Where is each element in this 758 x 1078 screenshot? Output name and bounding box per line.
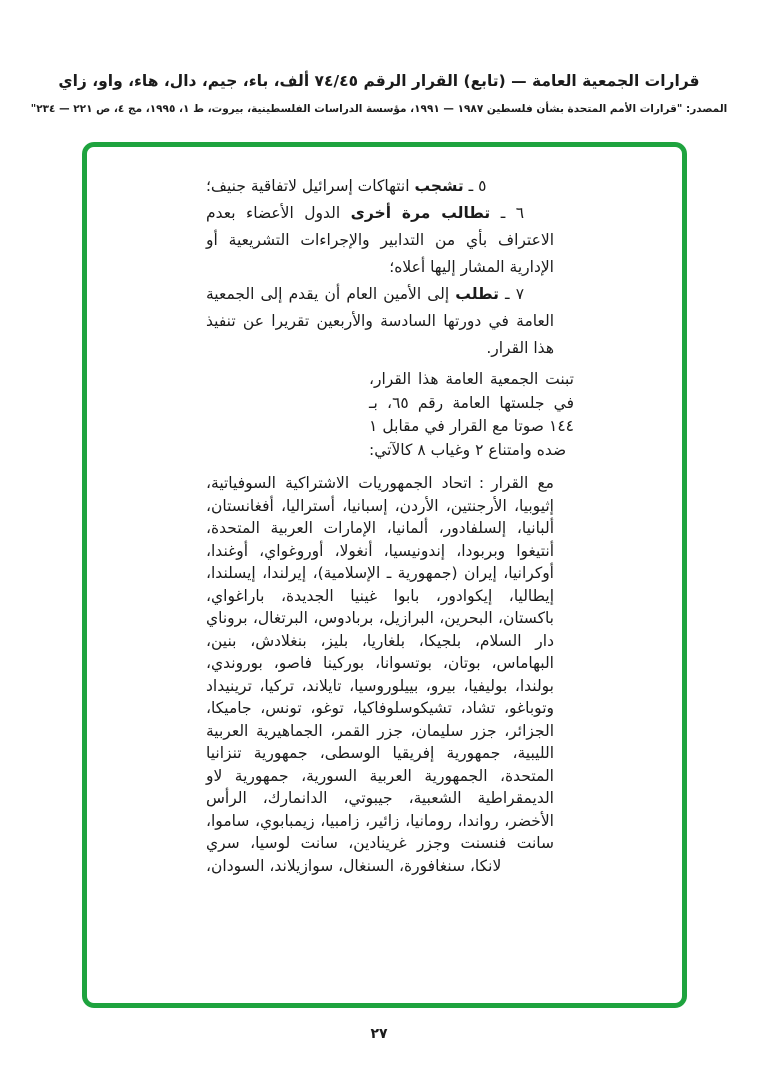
clause-5 [206, 173, 554, 200]
clause-6-verb: تطالب مرة أخرى [350, 204, 491, 222]
clause-7-text: إلى الأمين العام أن يقدم إلى الجمعية العامة في دورتها السادسة والأربعين تقريرا عن تنفيذ هذا القرار. [206, 285, 554, 357]
vote-countries: اتحاد الجمهوريات الاشتراكية السوفياتية، إثيوبيا، الأرجنتين، الأردن، إسبانيا، أستراليا، أفغانستان، ألبانيا، إلسلفادور، ألمانيا، الإمارات العربية المتحدة، أنتيغوا وبربودا، إندونيسيا، أنغولا، أوروغواي، أوغندا، أوكرانيا، إيران (جمهورية ـ الإسلامية)، إيرلندا، إيسلندا، إيطاليا، إيكوادور، بابوا غينيا الجديدة، باراغواي، باكستان، البحرين، البرازيل، بربادوس، البرتغال، بروناي دار السلام، بلجيكا، بلغاريا، بليز، بنغلادش، بنين، البهاماس، بوتان، بوتسوانا، بوركينا فاصو، بوروندي، بولندا، بوليفيا، بيرو، بييلوروسيا، تايلاند، تركيا، ترينيداد وتوباغو، تشاد، تشيكوسلوفاكيا، توغو، تونس، جاميكا، الجزائر، جزر سليمان، جزر القمر، الجماهيرية العربية الليبية، جمهورية إفريقيا الوسطى، جمهورية تنزانيا المتحدة، الجمهورية العربية السورية، جمهورية لاو الديمقراطية الشعبية، جيبوتي، الدانمارك، الرأس الأخضر، رواندا، رومانيا، زائير، زامبيا، زيمبابوي، ساموا، سانت فنسنت وجزر غرينادين، سانت لوسيا، سري لانكا، سنغافورة، السنغال، سوازيلاند، السودان، [206, 474, 554, 875]
content-frame [82, 142, 687, 1008]
clause-5-verb: تشجب [414, 177, 464, 195]
vote-in-favour [206, 472, 554, 877]
clause-6-text: الدول الأعضاء بعدم الاعتراف بأي من التدابير والإجراءات التشريعية أو الإدارية المشار إليها أعلاه؛ [206, 204, 554, 276]
vote-separator: : [478, 474, 485, 492]
resolution-text [206, 173, 574, 877]
vote-label: مع القرار [491, 474, 554, 492]
clause-5-number: ٥ ـ [468, 177, 487, 195]
clause-7 [206, 281, 554, 362]
adoption-note: تبنت الجمعية العامة هذا القرار، في جلستها العامة رقم ٦٥، بـ ١٤٤ صوتا مع القرار في مقابل ١ ضده وامتناع ٢ وغياب ٨ كالآتي: [369, 370, 574, 459]
source-citation: المصدر: "قرارات الأمم المتحدة بشأن فلسطين ١٩٨٧ — ١٩٩١، مؤسسة الدراسات الفلسطينية، بيروت، ط ١، ١٩٩٥، مج ٤، ص ٢٢١ — ٢٣٤" [30, 103, 728, 115]
clause-5-text: انتهاكات إسرائيل لاتفاقية جنيف؛ [206, 177, 410, 195]
clause-7-verb: تطلب [455, 285, 499, 303]
clause-6 [206, 200, 554, 281]
clause-6-number: ٦ ـ [500, 204, 525, 222]
page-title: قرارات الجمعية العامة — (تابع) القرار الرقم ٧٤/٤٥ ألف، باء، جيم، دال، هاء، واو، زاي [58, 72, 700, 90]
clause-7-number: ٧ ـ [505, 285, 525, 303]
page-number: ٢٧ [370, 1026, 388, 1042]
